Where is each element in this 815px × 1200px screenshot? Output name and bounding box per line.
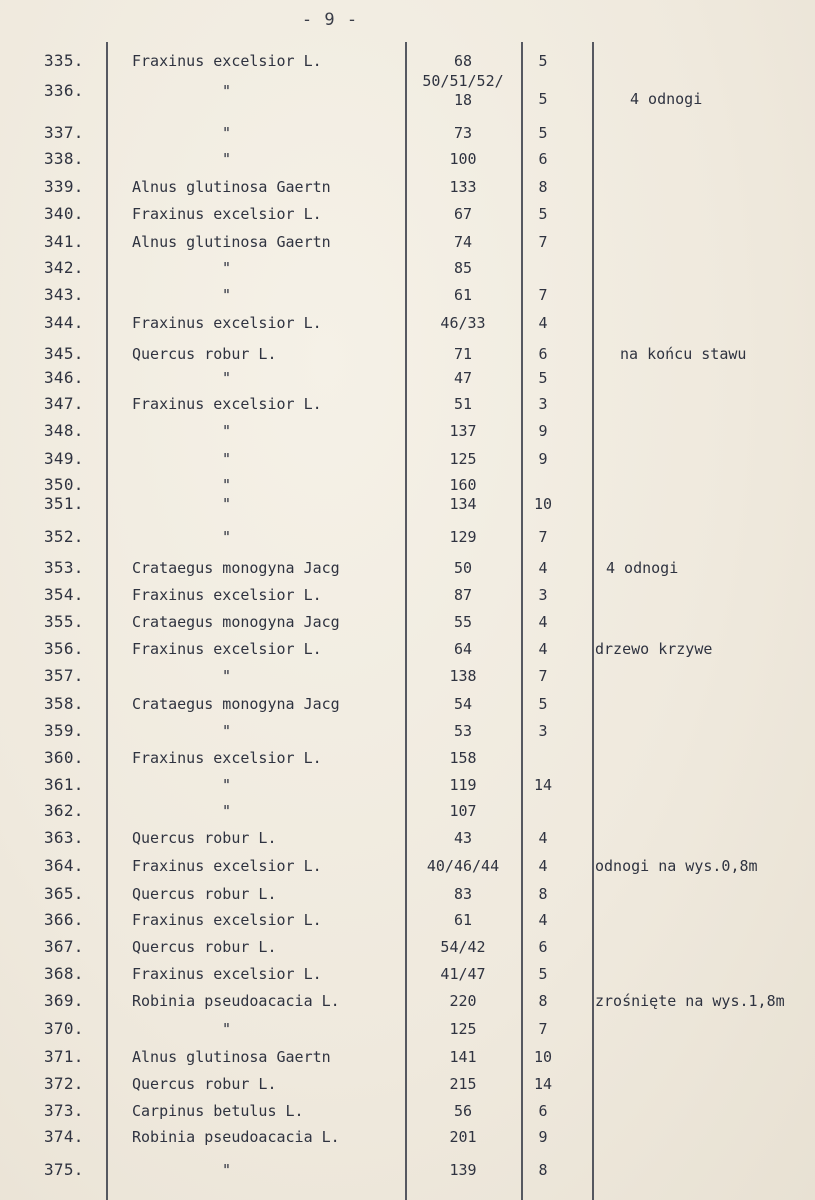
trunk-circumference: 51 xyxy=(453,395,473,413)
species-name: Alnus glutinosa Gaertn xyxy=(132,233,331,251)
species-name: " xyxy=(222,476,232,494)
trunk-circumference: 56 xyxy=(453,1102,473,1120)
table-row xyxy=(0,1157,815,1183)
row-number: 343. xyxy=(44,285,84,304)
table-row xyxy=(0,609,815,635)
table-row xyxy=(0,1071,815,1097)
species-name: Fraxinus excelsior L. xyxy=(132,965,322,983)
species-name: Fraxinus excelsior L. xyxy=(132,857,322,875)
row-number: 366. xyxy=(44,910,84,929)
trunk-circumference: 74 xyxy=(453,233,473,251)
species-name: " xyxy=(222,802,232,820)
table-row xyxy=(0,772,815,798)
row-number: 337. xyxy=(44,123,84,142)
row-number: 361. xyxy=(44,775,84,794)
row-number: 340. xyxy=(44,204,84,223)
row-number: 364. xyxy=(44,856,84,875)
row-number: 374. xyxy=(44,1127,84,1146)
row-number: 357. xyxy=(44,666,84,685)
table-row xyxy=(0,120,815,146)
trunk-circumference: 50/51/52/ 18 xyxy=(422,72,504,109)
row-number: 352. xyxy=(44,527,84,546)
species-name: Quercus robur L. xyxy=(132,345,277,363)
trunk-circumference: 201 xyxy=(449,1128,477,1146)
row-number: 348. xyxy=(44,421,84,440)
species-name: Crataegus monogyna Jacg xyxy=(132,695,340,713)
trunk-circumference: 134 xyxy=(449,495,477,513)
table-row xyxy=(0,745,815,771)
table-row xyxy=(0,663,815,689)
species-name: " xyxy=(222,369,232,387)
tree-height: 4 xyxy=(538,911,548,929)
species-name: Alnus glutinosa Gaertn xyxy=(132,1048,331,1066)
tree-height: 6 xyxy=(538,1102,548,1120)
row-number: 345. xyxy=(44,344,84,363)
trunk-circumference: 83 xyxy=(453,885,473,903)
table-row xyxy=(0,229,815,255)
table-row xyxy=(0,907,815,933)
row-number: 375. xyxy=(44,1160,84,1179)
species-name: Fraxinus excelsior L. xyxy=(132,52,322,70)
species-name: " xyxy=(222,776,232,794)
row-number: 354. xyxy=(44,585,84,604)
table-row xyxy=(0,798,815,824)
row-number: 341. xyxy=(44,232,84,251)
row-number: 369. xyxy=(44,991,84,1010)
species-name: " xyxy=(222,150,232,168)
table-row xyxy=(0,1098,815,1124)
trunk-circumference: 215 xyxy=(449,1075,477,1093)
tree-height: 14 xyxy=(533,1075,553,1093)
tree-height: 8 xyxy=(538,1161,548,1179)
row-number: 342. xyxy=(44,258,84,277)
tree-height: 9 xyxy=(538,422,548,440)
species-name: Quercus robur L. xyxy=(132,885,277,903)
table-row xyxy=(0,718,815,744)
species-name: " xyxy=(222,286,232,304)
trunk-circumference: 55 xyxy=(453,613,473,631)
row-number: 336. xyxy=(44,81,84,100)
species-name: " xyxy=(222,1161,232,1179)
trunk-circumference: 73 xyxy=(453,124,473,142)
species-name: " xyxy=(222,722,232,740)
row-number: 371. xyxy=(44,1047,84,1066)
row-number: 355. xyxy=(44,612,84,631)
table-row xyxy=(0,282,815,308)
table-row xyxy=(0,691,815,717)
tree-height: 10 xyxy=(533,1048,553,1066)
tree-height: 4 xyxy=(538,829,548,847)
row-number: 349. xyxy=(44,449,84,468)
row-number: 351. xyxy=(44,494,84,513)
trunk-circumference: 43 xyxy=(453,829,473,847)
row-number: 370. xyxy=(44,1019,84,1038)
trunk-circumference: 160 xyxy=(449,476,477,494)
species-name: Quercus robur L. xyxy=(132,829,277,847)
table-row xyxy=(0,341,815,367)
species-name: Alnus glutinosa Gaertn xyxy=(132,178,331,196)
tree-height: 7 xyxy=(538,1020,548,1038)
species-name: Fraxinus excelsior L. xyxy=(132,640,322,658)
tree-height: 8 xyxy=(538,992,548,1010)
trunk-circumference: 46/33 xyxy=(440,314,486,332)
trunk-circumference: 220 xyxy=(449,992,477,1010)
tree-height: 5 xyxy=(538,695,548,713)
table-row xyxy=(0,1044,815,1070)
remarks: 4 odnogi xyxy=(606,559,679,577)
row-number: 372. xyxy=(44,1074,84,1093)
species-name: Fraxinus excelsior L. xyxy=(132,749,322,767)
trunk-circumference: 47 xyxy=(453,369,473,387)
table-row xyxy=(0,491,815,517)
tree-height: 10 xyxy=(533,495,553,513)
trunk-circumference: 141 xyxy=(449,1048,477,1066)
table-row xyxy=(0,391,815,417)
tree-height: 5 xyxy=(538,52,548,70)
trunk-circumference: 87 xyxy=(453,586,473,604)
trunk-circumference: 107 xyxy=(449,802,477,820)
row-number: 358. xyxy=(44,694,84,713)
table-row xyxy=(0,255,815,281)
row-number: 346. xyxy=(44,368,84,387)
trunk-circumference: 54 xyxy=(453,695,473,713)
trunk-circumference: 85 xyxy=(453,259,473,277)
row-number: 362. xyxy=(44,801,84,820)
tree-height: 14 xyxy=(533,776,553,794)
table-row xyxy=(0,881,815,907)
row-number: 350. xyxy=(44,475,84,494)
species-name: Fraxinus excelsior L. xyxy=(132,911,322,929)
species-name: " xyxy=(222,124,232,142)
table-row xyxy=(0,1016,815,1042)
tree-height: 7 xyxy=(538,286,548,304)
table-row xyxy=(0,201,815,227)
row-number: 338. xyxy=(44,149,84,168)
table-row xyxy=(0,825,815,851)
trunk-circumference: 138 xyxy=(449,667,477,685)
tree-height: 9 xyxy=(538,450,548,468)
remarks: na końcu stawu xyxy=(620,345,747,363)
trunk-circumference: 125 xyxy=(449,450,477,468)
row-number: 363. xyxy=(44,828,84,847)
species-name: Crataegus monogyna Jacg xyxy=(132,559,340,577)
remarks: 4 odnogi xyxy=(630,90,703,108)
remarks: drzewo krzywe xyxy=(595,640,713,658)
row-number: 359. xyxy=(44,721,84,740)
trunk-circumference: 54/42 xyxy=(440,938,486,956)
trunk-circumference: 64 xyxy=(453,640,473,658)
table-row xyxy=(0,174,815,200)
row-number: 347. xyxy=(44,394,84,413)
trunk-circumference: 41/47 xyxy=(440,965,486,983)
species-name: " xyxy=(222,82,232,100)
table-row xyxy=(0,365,815,391)
tree-height: 8 xyxy=(538,178,548,196)
tree-height: 4 xyxy=(538,314,548,332)
table-row xyxy=(0,1124,815,1150)
table-row xyxy=(0,446,815,472)
tree-height: 4 xyxy=(538,857,548,875)
trunk-circumference: 68 xyxy=(453,52,473,70)
tree-height: 5 xyxy=(538,369,548,387)
row-number: 356. xyxy=(44,639,84,658)
species-name: Quercus robur L. xyxy=(132,1075,277,1093)
tree-height: 7 xyxy=(538,528,548,546)
species-name: Quercus robur L. xyxy=(132,938,277,956)
tree-height: 6 xyxy=(538,345,548,363)
tree-height: 9 xyxy=(538,1128,548,1146)
tree-height: 5 xyxy=(538,90,548,108)
table-row xyxy=(0,555,815,581)
species-name: Fraxinus excelsior L. xyxy=(132,205,322,223)
trunk-circumference: 50 xyxy=(453,559,473,577)
row-number: 360. xyxy=(44,748,84,767)
tree-height: 5 xyxy=(538,205,548,223)
trunk-circumference: 119 xyxy=(449,776,477,794)
trunk-circumference: 139 xyxy=(449,1161,477,1179)
table-row xyxy=(0,310,815,336)
tree-height: 7 xyxy=(538,233,548,251)
species-name: Fraxinus excelsior L. xyxy=(132,395,322,413)
species-name: Carpinus betulus L. xyxy=(132,1102,304,1120)
table-row xyxy=(0,48,815,74)
table-row xyxy=(0,146,815,172)
row-number: 339. xyxy=(44,177,84,196)
species-name: " xyxy=(222,667,232,685)
species-name: Crataegus monogyna Jacg xyxy=(132,613,340,631)
species-name: " xyxy=(222,259,232,277)
trunk-circumference: 129 xyxy=(449,528,477,546)
row-number: 335. xyxy=(44,51,84,70)
table-row xyxy=(0,961,815,987)
row-number: 368. xyxy=(44,964,84,983)
tree-height: 8 xyxy=(538,885,548,903)
tree-height: 4 xyxy=(538,640,548,658)
trunk-circumference: 100 xyxy=(449,150,477,168)
row-number: 353. xyxy=(44,558,84,577)
tree-height: 3 xyxy=(538,722,548,740)
species-name: " xyxy=(222,1020,232,1038)
tree-height: 3 xyxy=(538,395,548,413)
row-number: 344. xyxy=(44,313,84,332)
species-name: " xyxy=(222,422,232,440)
row-number: 365. xyxy=(44,884,84,903)
trunk-circumference: 133 xyxy=(449,178,477,196)
row-number: 373. xyxy=(44,1101,84,1120)
table-row xyxy=(0,988,815,1014)
table-row xyxy=(0,636,815,662)
table-row xyxy=(0,934,815,960)
species-name: " xyxy=(222,495,232,513)
trunk-circumference: 61 xyxy=(453,286,473,304)
tree-height: 4 xyxy=(538,559,548,577)
table-row xyxy=(0,582,815,608)
trunk-circumference: 40/46/44 xyxy=(426,857,500,875)
trunk-circumference: 137 xyxy=(449,422,477,440)
tree-height: 4 xyxy=(538,613,548,631)
tree-height: 5 xyxy=(538,124,548,142)
trunk-circumference: 61 xyxy=(453,911,473,929)
table-row xyxy=(0,853,815,879)
tree-height: 3 xyxy=(538,586,548,604)
table-row xyxy=(0,418,815,444)
trunk-circumference: 53 xyxy=(453,722,473,740)
remarks: zrośnięte na wys.1,8m xyxy=(595,992,785,1010)
species-name: Robinia pseudoacacia L. xyxy=(132,992,340,1010)
trunk-circumference: 67 xyxy=(453,205,473,223)
tree-height: 5 xyxy=(538,965,548,983)
trunk-circumference: 71 xyxy=(453,345,473,363)
trunk-circumference: 158 xyxy=(449,749,477,767)
tree-height: 7 xyxy=(538,667,548,685)
table-row xyxy=(0,524,815,550)
tree-height: 6 xyxy=(538,938,548,956)
remarks: odnogi na wys.0,8m xyxy=(595,857,758,875)
species-name: Fraxinus excelsior L. xyxy=(132,586,322,604)
species-name: Robinia pseudoacacia L. xyxy=(132,1128,340,1146)
tree-height: 6 xyxy=(538,150,548,168)
trunk-circumference: 125 xyxy=(449,1020,477,1038)
species-name: Fraxinus excelsior L. xyxy=(132,314,322,332)
table-row xyxy=(0,72,815,109)
row-number: 367. xyxy=(44,937,84,956)
species-name: " xyxy=(222,450,232,468)
species-name: " xyxy=(222,528,232,546)
page-number: - 9 - xyxy=(301,10,359,30)
